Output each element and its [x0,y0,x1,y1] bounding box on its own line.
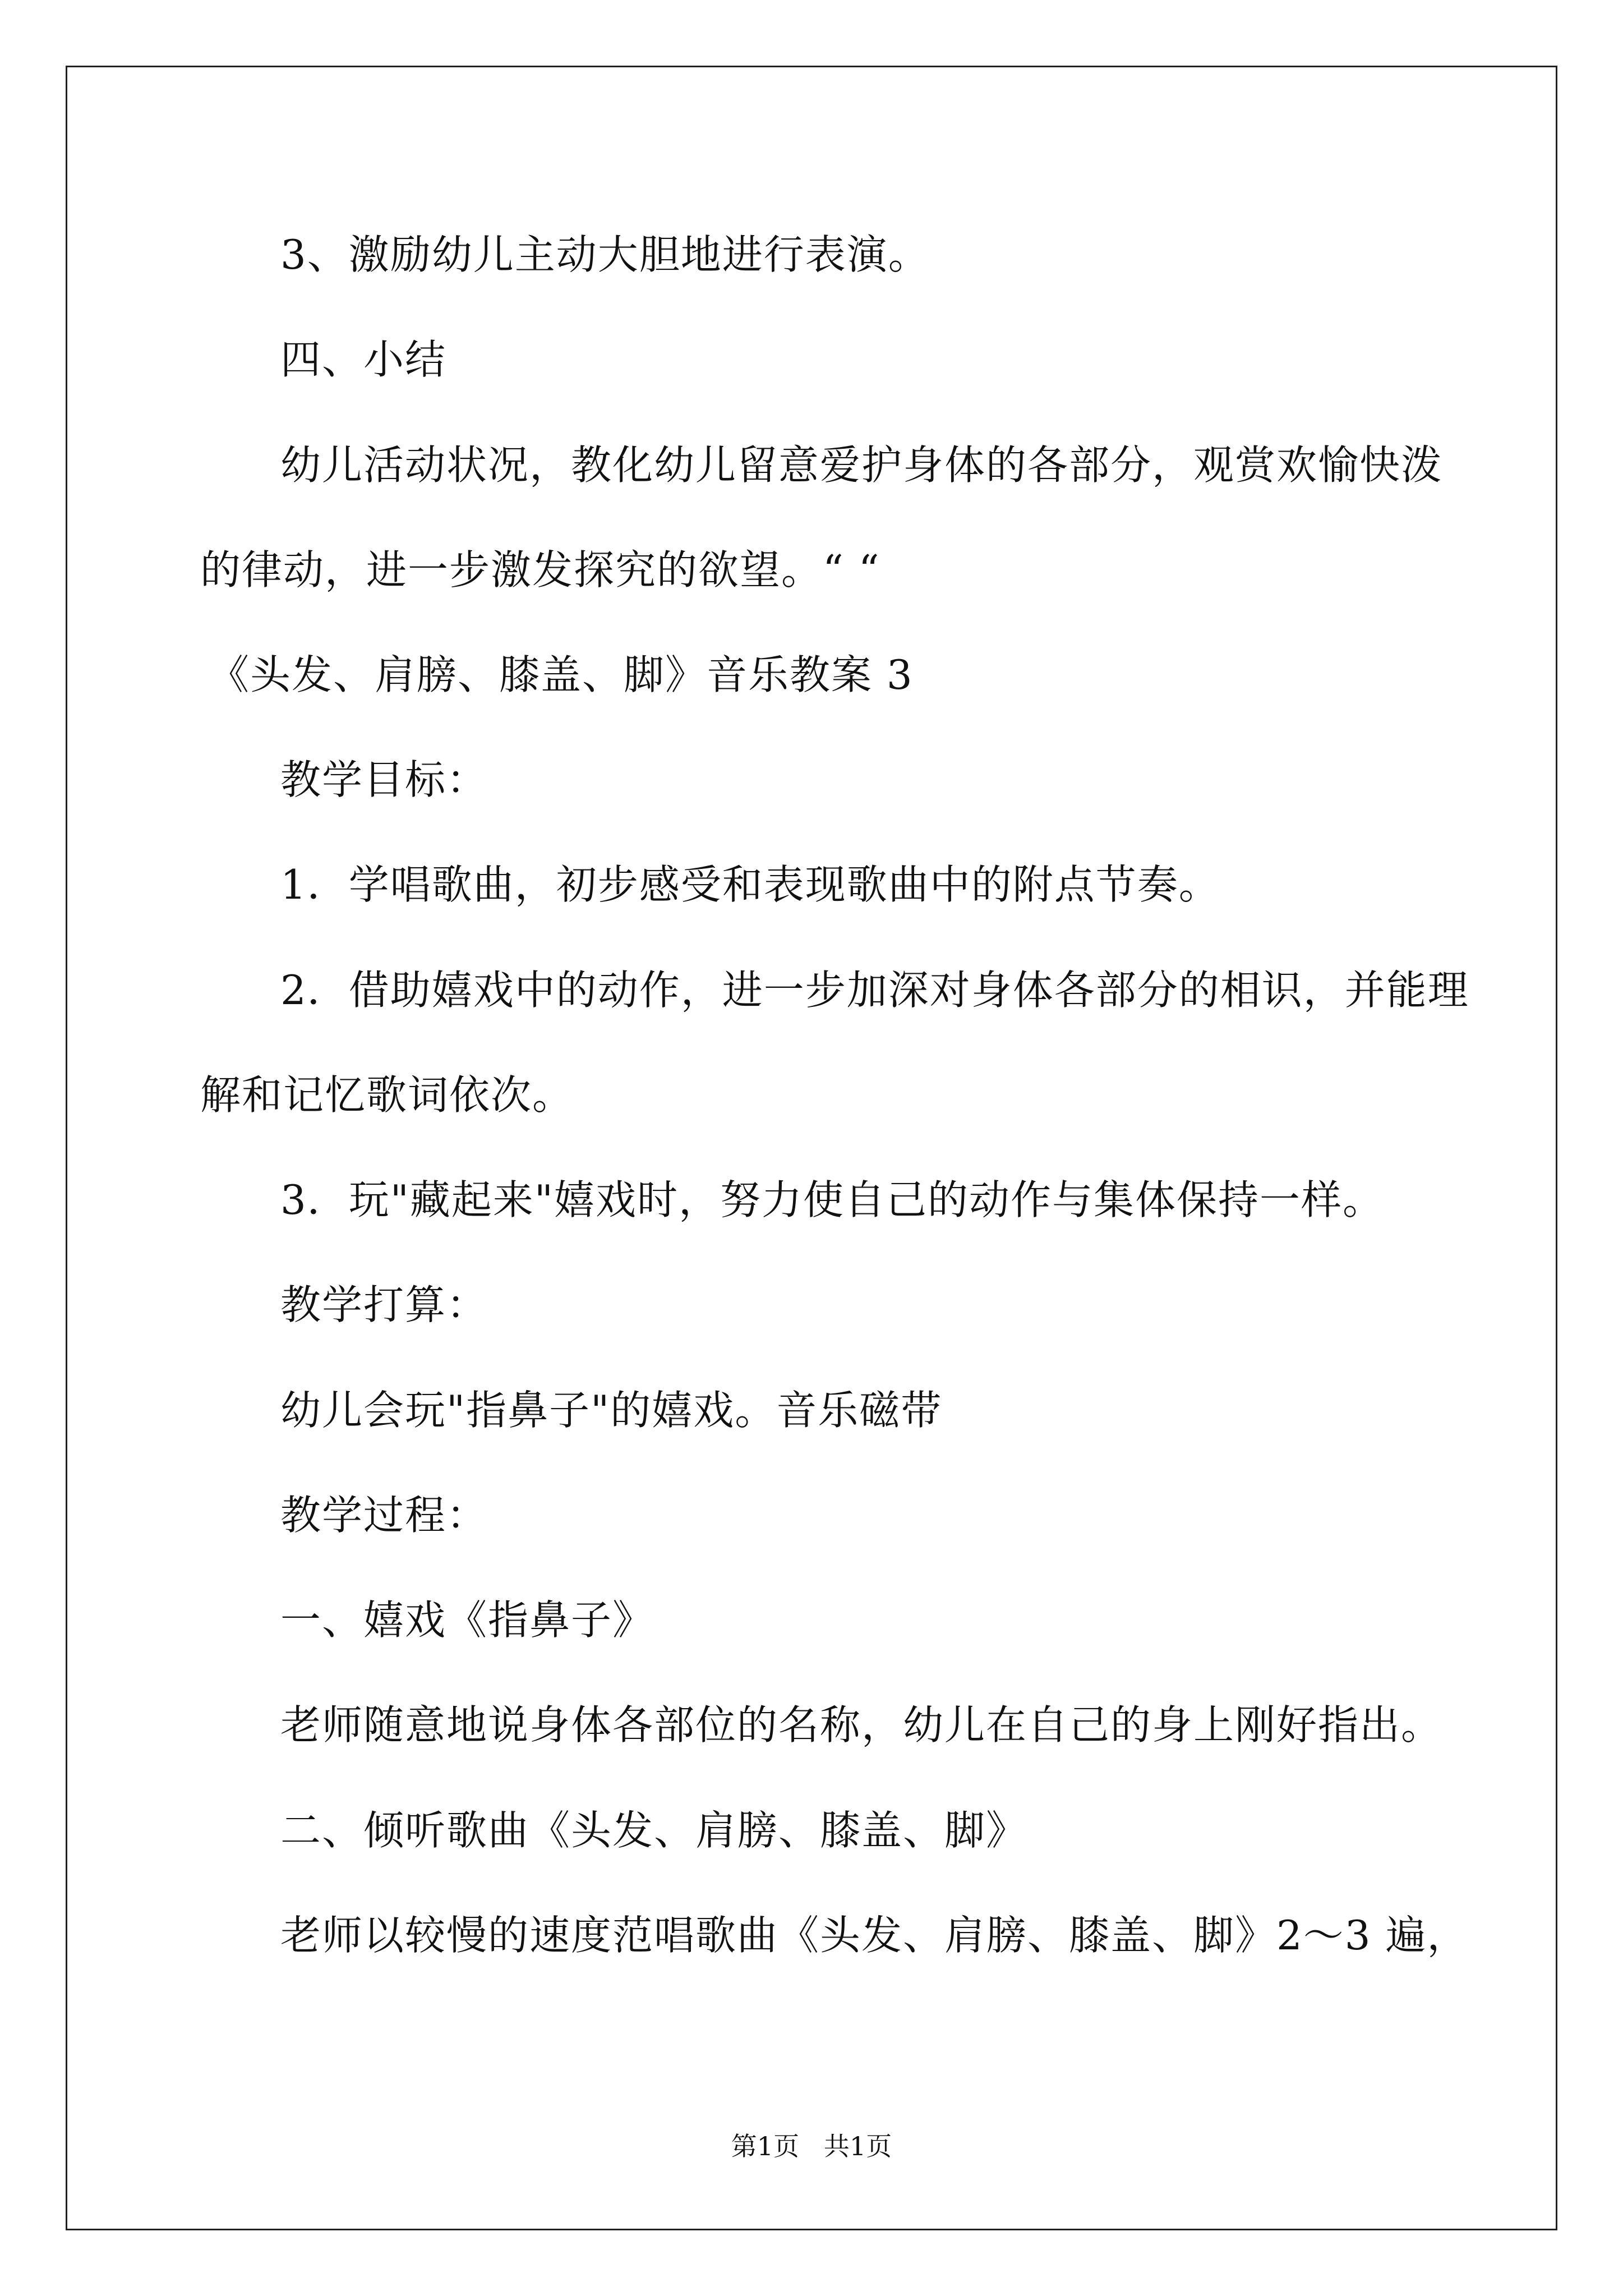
section-heading: 教学打算： [280,1281,488,1328]
list-item: 3．玩"藏起来"嬉戏时，努力使自己的动作与集体保持一样。 [280,1176,1385,1223]
paragraph-line: 老师随意地说身体各部位的名称，幼儿在自己的身上刚好指出。 [280,1701,1443,1749]
section-heading: 二、倾听歌曲《头发、肩膀、膝盖、脚》 [280,1807,1028,1854]
section-heading: 教学过程： [280,1492,488,1539]
paragraph-line: 老师以较慢的速度范唱歌曲《头发、肩膀、膝盖、脚》2～3 遍， [280,1912,1469,1959]
section-heading: 教学目标： [280,756,488,803]
page-footer: 第1页 共1页 [731,2131,892,2161]
paragraph-line: 解和记忆歌词依次。 [200,1071,574,1119]
page-border [66,66,1557,2230]
paragraph-line: 幼儿会玩"指鼻子"的嬉戏。音乐磁带 [280,1387,943,1434]
document-title: 《头发、肩膀、膝盖、脚》音乐教案 3 [209,651,914,698]
paragraph-line: 幼儿活动状况，教化幼儿留意爱护身体的各部分，观赏欢愉快泼 [280,441,1443,489]
list-item: 2．借助嬉戏中的动作，进一步加深对身体各部分的相识，并能理 [280,967,1469,1014]
paragraph-line: 3、激励幼儿主动大胆地进行表演。 [280,231,930,278]
paragraph-line: 的律动，进一步激发探究的欲望。“ “ [200,546,880,593]
section-heading: 一、嬉戏《指鼻子》 [280,1596,654,1644]
section-heading: 四、小结 [280,336,447,383]
list-item: 1．学唱歌曲，初步感受和表现歌曲中的附点节奏。 [280,861,1220,908]
